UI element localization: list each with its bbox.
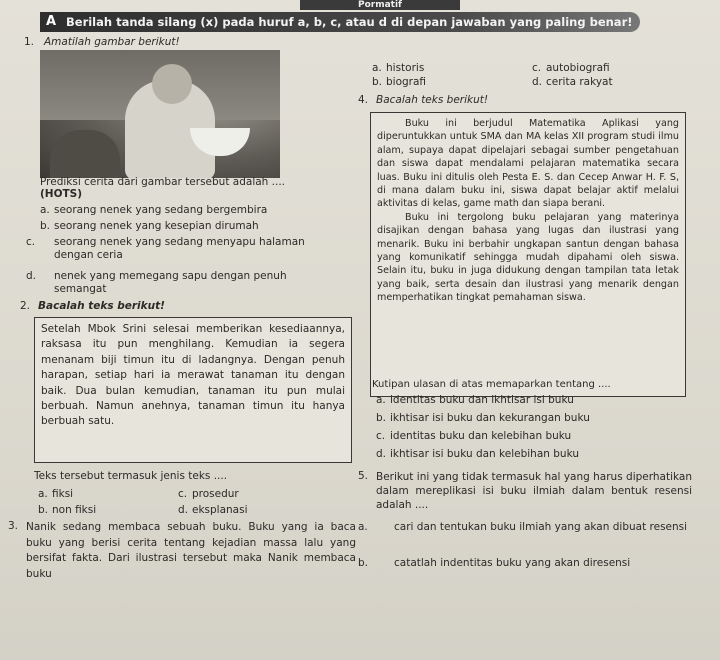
q2-option-c[interactable]: c. prosedur bbox=[178, 488, 239, 500]
q4-paragraph-2: Buku ini tergolong buku pelajaran yang materinya disajikan dengan bahasa yang lugas dan ilustrasi yang menarik. Buku ini berbahir ungkapan santun dengan bahasa yang komunikatif sehingga mudah dipahami oleh siswa. Selain itu, buku in juga didukung dengan tampilan tata letak yang baik, serta desain dan ilustrasi yang menarik dengan memperhatikan tingkat pemahaman siswa. bbox=[377, 211, 679, 304]
q2-number: 2. bbox=[20, 300, 31, 312]
q1-hots-tag: (HOTS) bbox=[40, 188, 83, 200]
q2-option-b[interactable]: b. non fiksi bbox=[38, 504, 97, 516]
q3-option-a[interactable]: a. historis bbox=[372, 62, 425, 74]
q3-option-b[interactable]: b. biografi bbox=[372, 76, 427, 88]
q3-number: 3. bbox=[8, 520, 19, 532]
section-instruction: Berilah tanda silang (x) pada huruf a, b, c, atau d di depan jawaban yang paling benar! bbox=[66, 15, 633, 29]
q1-option-c[interactable]: c. seorang nenek yang sedang menyapu halaman dengan ceria bbox=[26, 236, 305, 261]
q4-number: 4. bbox=[358, 94, 369, 106]
q1-photo-grandmother bbox=[40, 50, 280, 178]
q5-option-a[interactable]: a. cari dan tentukan buku ilmiah yang akan dibuat resensi bbox=[358, 521, 688, 533]
q4-option-a[interactable]: a. identitas buku dan ikhtisar isi buku bbox=[376, 394, 574, 406]
q4-prompt: Bacalah teks berikut! bbox=[376, 94, 489, 106]
q1-option-b[interactable]: b. seorang nenek yang kesepian dirumah bbox=[40, 220, 259, 232]
q1-option-a[interactable]: a. seorang nenek yang sedang bergembira bbox=[40, 204, 268, 216]
q3-option-c[interactable]: c. autobiografi bbox=[532, 62, 610, 74]
q3-text: Nanik sedang membaca sebuah buku. Buku yang ia baca buku yang berisi cerita tentang kejadian massa lalu yang bersifat fakta. Dari ilustrasi tersebut maka Nanik membaca buku bbox=[26, 521, 356, 580]
section-letter: A bbox=[45, 14, 57, 29]
q2-question: Teks tersebut termasuk jenis teks .... bbox=[34, 470, 228, 482]
q1-prompt: Amatilah gambar berikut! bbox=[44, 36, 180, 48]
q5-question: Berikut ini yang tidak termasuk hal yang harus diperhatikan dalam mereplikasi isi buku ilmiah dalam bentuk resensi adalah .... bbox=[376, 471, 692, 511]
q4-paragraph-1: Buku ini berjudul Matematika Aplikasi yang diperuntukkan untuk SMA dan MA kelas XII program studi ilmu alam, supaya dapat dipelajari sebagai sumber pengetahuan dan siswa dapat mendalami pelajaran matematika secara luas. Buku ini ditulis oleh Pesta E. S. dan Cecep Anwar H. F. S, di mana dalam buku ini, siswa dapat belajar aktif melalui aktivitas di kelas, game math dan siapa berani. bbox=[377, 118, 679, 210]
q4-question: Kutipan ulasan di atas memaparkan tentang .... bbox=[372, 379, 611, 390]
q5-number: 5. bbox=[358, 470, 369, 482]
q2-prompt: Bacalah teks berikut! bbox=[38, 300, 165, 312]
q1-number: 1. bbox=[24, 36, 35, 48]
q3-option-d[interactable]: d. cerita rakyat bbox=[532, 76, 613, 88]
q4-option-c[interactable]: c. identitas buku dan kelebihan buku bbox=[376, 430, 572, 442]
q2-passage: Setelah Mbok Srini selesai memberikan kesediaannya, raksasa itu pun menghilang. Kemudian ia segera menanam biji timun itu di ladangnya. Dengan penuh harapan, setiap hari ia merawat tanaman itu dengan baik. Dua bulan kemudian, tanaman itu pun mulai berbuah. Namun anehnya, tanaman timun itu hanya berbuah satu. bbox=[41, 323, 345, 428]
q4-passage-box bbox=[370, 112, 686, 397]
q2-passage-box bbox=[34, 317, 352, 463]
q5-option-b[interactable]: b. catatlah indentitas buku yang akan diresensi bbox=[358, 557, 631, 569]
q2-option-d[interactable]: d. eksplanasi bbox=[178, 504, 248, 516]
top-banner: Pormatif bbox=[300, 0, 460, 10]
q1-question: Prediksi cerita dari gambar tersebut adalah .... bbox=[40, 176, 286, 188]
q4-option-d[interactable]: d. ikhtisar isi buku dan kelebihan buku bbox=[376, 448, 579, 460]
q1-option-d[interactable]: d. nenek yang memegang sapu dengan penuh semangat bbox=[26, 270, 287, 295]
q4-option-b[interactable]: b. ikhtisar isi buku dan kekurangan buku bbox=[376, 412, 590, 424]
q2-option-a[interactable]: a. fiksi bbox=[38, 488, 74, 500]
